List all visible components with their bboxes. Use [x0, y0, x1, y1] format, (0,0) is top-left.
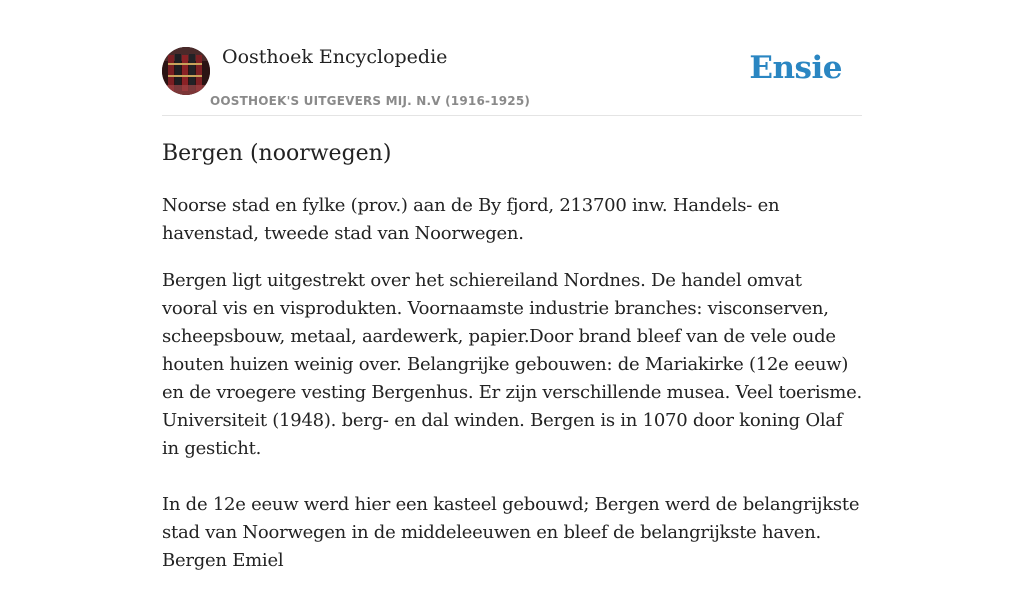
publisher-label: OOSTHOEK'S UITGEVERS MIJ. N.V (1916-1925)	[210, 94, 531, 108]
article-body	[162, 192, 862, 594]
article-paragraph: Noorse stad en fylke (prov.) aan de By fjord, 213700 inw. Handels- en havenstad, tweede stad van Noorwegen.	[162, 195, 780, 244]
ensie-logo[interactable]: Ensie	[749, 50, 842, 86]
article-paragraph: Bergen ligt uitgestrekt over het schiereiland Nordnes. De handel omvat vooral vis en visprodukten. Voornaamste industrie branches: visconserven, scheepsbouw, metaal, aardewerk, papier.Door brand bleef van de vele oude houten huizen weinig over. Belangrijke gebouwen: de Mariakirke (12e eeuw) en de vroegere vesting Bergenhus. Er zijn verschillende musea. Veel toerisme. Universiteit (1948). berg- en dal winden. Bergen is in 1070 door koning Olaf in gesticht.	[162, 270, 863, 459]
publication-name[interactable]: Oosthoek Encyclopedie	[222, 46, 448, 68]
encyclopedia-books-icon[interactable]	[162, 47, 210, 95]
article-page	[162, 0, 863, 571]
publication-header	[162, 0, 862, 116]
article-paragraph: In de 12e eeuw werd hier een kasteel gebouwd; Bergen werd de belangrijkste stad van Noorwegen in de middeleeuwen en bleef de belangrijkste haven. Bergen Emiel	[162, 494, 860, 571]
article-title: Bergen (noorwegen)	[162, 141, 392, 166]
